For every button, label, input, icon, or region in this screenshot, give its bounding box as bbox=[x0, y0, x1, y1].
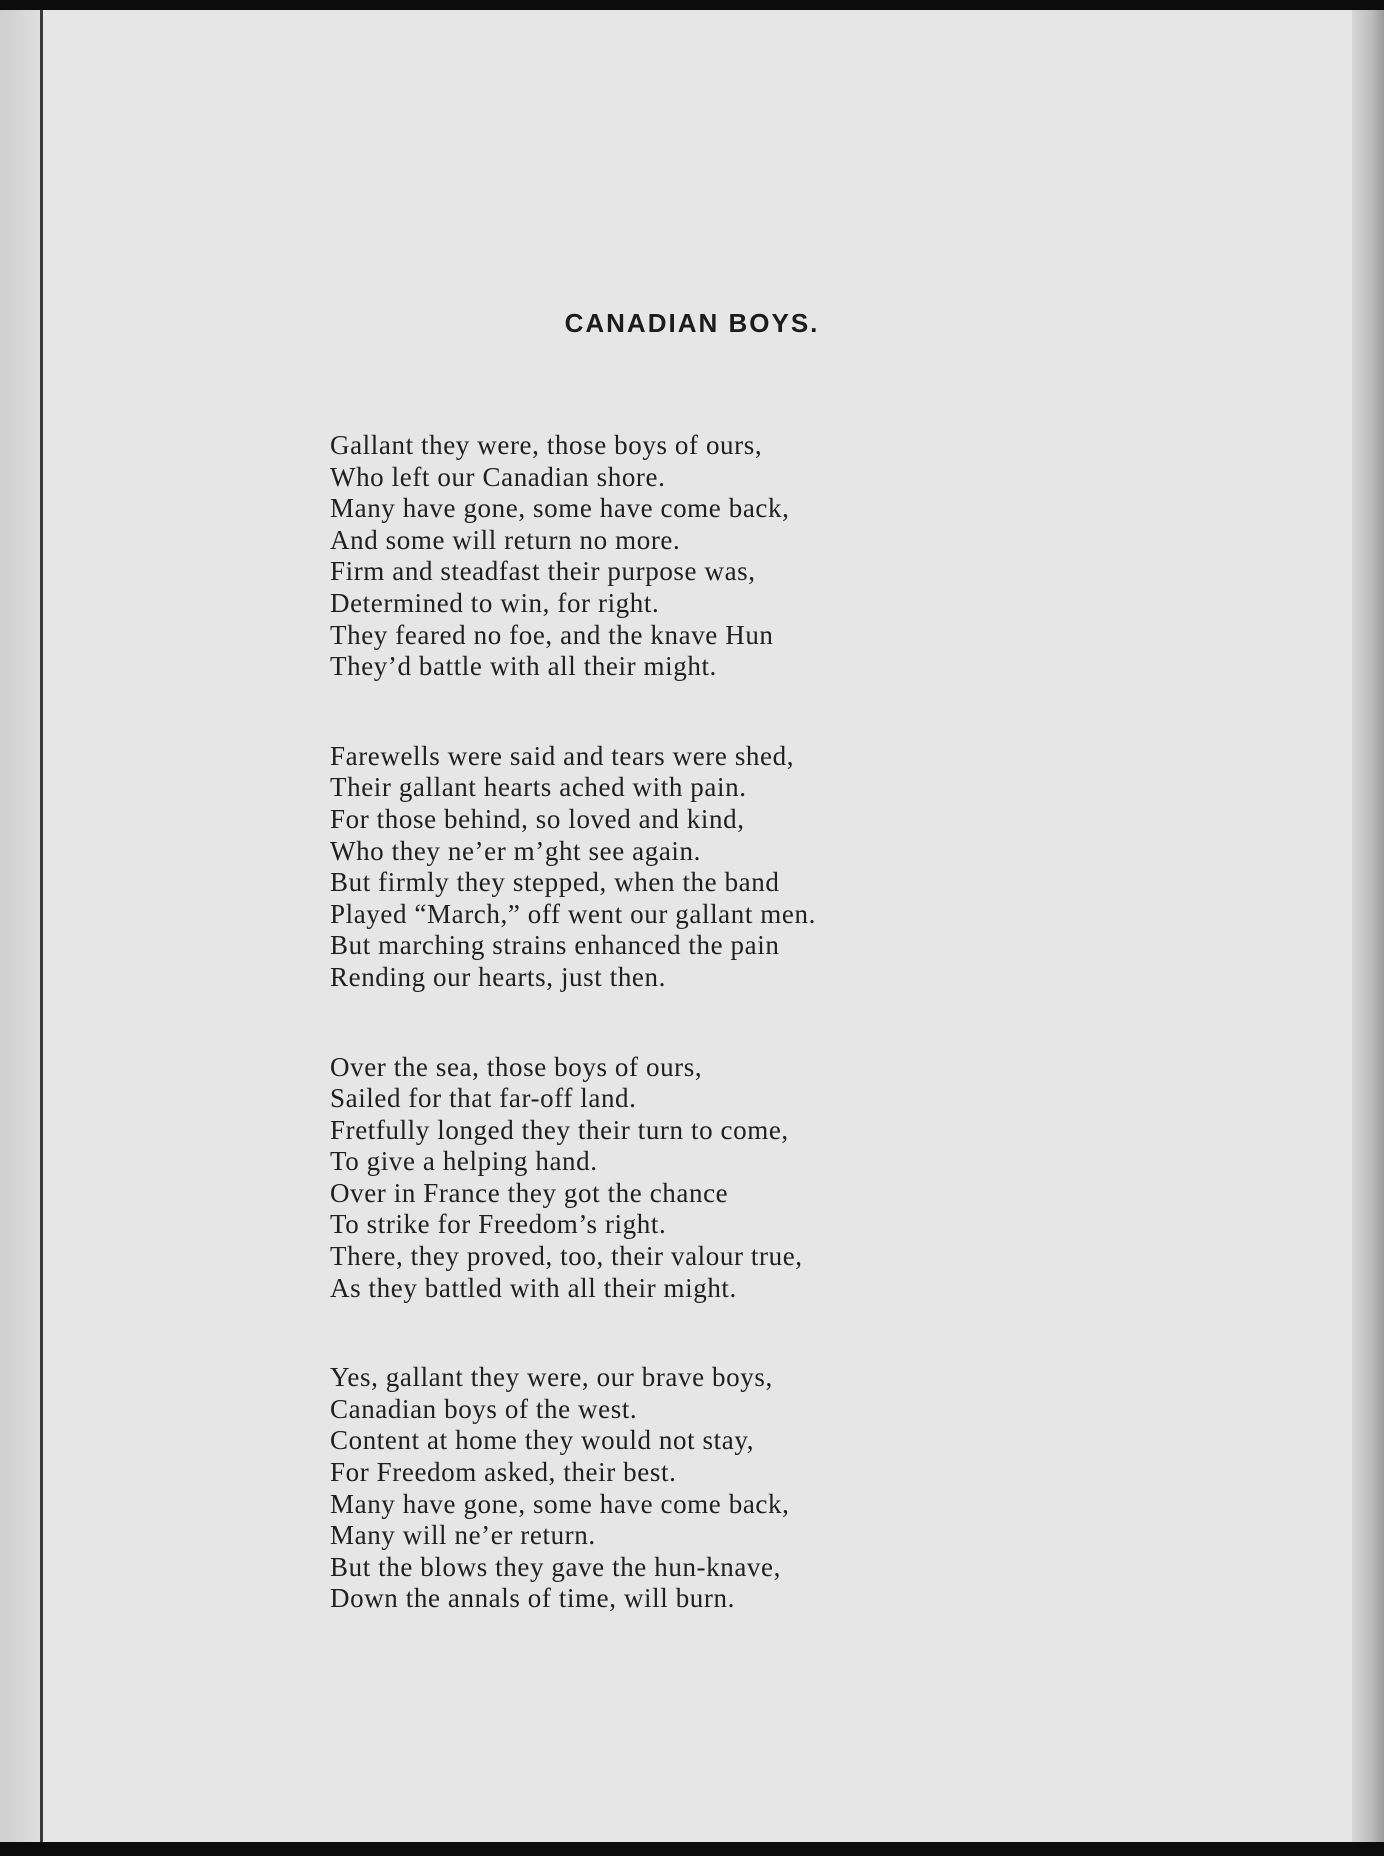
poem-line: Determined to win, for right. bbox=[330, 587, 660, 618]
poem-line: Farewells were said and tears were shed, bbox=[330, 740, 795, 771]
poem-stanza bbox=[330, 741, 1090, 994]
poem-line: Yes, gallant they were, our brave boys, bbox=[330, 1362, 773, 1393]
poem-title: CANADIAN BOYS. bbox=[564, 308, 820, 338]
poem-line: To give a helping hand. bbox=[330, 1146, 598, 1177]
poem-line: Down the annals of time, will burn. bbox=[330, 1583, 735, 1614]
poem-line: But firmly they stepped, when the band bbox=[330, 867, 780, 898]
poem-stanza bbox=[330, 1052, 1090, 1305]
poem-line: Over the sea, those boys of ours, bbox=[330, 1051, 703, 1082]
poem-line: Rending our hearts, just then. bbox=[330, 961, 666, 992]
poem-line: Played “March,” off went our gallant men. bbox=[330, 898, 816, 929]
poem-stanza bbox=[330, 1362, 1090, 1615]
page-edge bbox=[1352, 10, 1384, 1842]
poem-line: And some will return no more. bbox=[330, 524, 681, 555]
poem-line: But the blows they gave the hun-knave, bbox=[330, 1551, 781, 1582]
poem-line: For Freedom asked, their best. bbox=[330, 1457, 677, 1488]
poem-line: Firm and steadfast their purpose was, bbox=[330, 556, 756, 587]
poem-line: Gallant they were, those boys of ours, bbox=[330, 430, 763, 460]
poem-stanza bbox=[330, 430, 1090, 683]
poem-line: Who they ne’er m’ght see again. bbox=[330, 835, 701, 866]
poem-line: Many have gone, some have come back, bbox=[330, 1488, 790, 1519]
poem-line: Their gallant hearts ached with pain. bbox=[330, 772, 747, 803]
poem-line: Many have gone, some have come back, bbox=[330, 493, 790, 524]
poem-line: Content at home they would not stay, bbox=[330, 1425, 755, 1456]
poem-line: To strike for Freedom’s right. bbox=[330, 1209, 667, 1240]
poem-line: Many will ne’er return. bbox=[330, 1520, 596, 1551]
binding-shadow bbox=[0, 10, 40, 1842]
poem-line: But marching strains enhanced the pain bbox=[330, 930, 780, 961]
poem-line: Over in France they got the chance bbox=[330, 1177, 729, 1208]
poem-line: They feared no foe, and the knave Hun bbox=[330, 619, 774, 650]
scan-border bbox=[0, 1842, 1384, 1856]
poem-line: There, they proved, too, their valour true, bbox=[330, 1241, 803, 1272]
poem-body bbox=[330, 430, 1090, 1673]
poem-line: As they battled with all their might. bbox=[330, 1272, 737, 1303]
binding-edge bbox=[40, 10, 43, 1842]
poem-line: They’d battle with all their might. bbox=[330, 651, 717, 682]
poem-line: Fretfully longed they their turn to come, bbox=[330, 1114, 789, 1145]
poem-line: Sailed for that far-off land. bbox=[330, 1083, 637, 1114]
poem-line: For those behind, so loved and kind, bbox=[330, 803, 745, 834]
poem-line: Canadian boys of the west. bbox=[330, 1393, 638, 1424]
poem-line: Who left our Canadian shore. bbox=[330, 461, 666, 492]
